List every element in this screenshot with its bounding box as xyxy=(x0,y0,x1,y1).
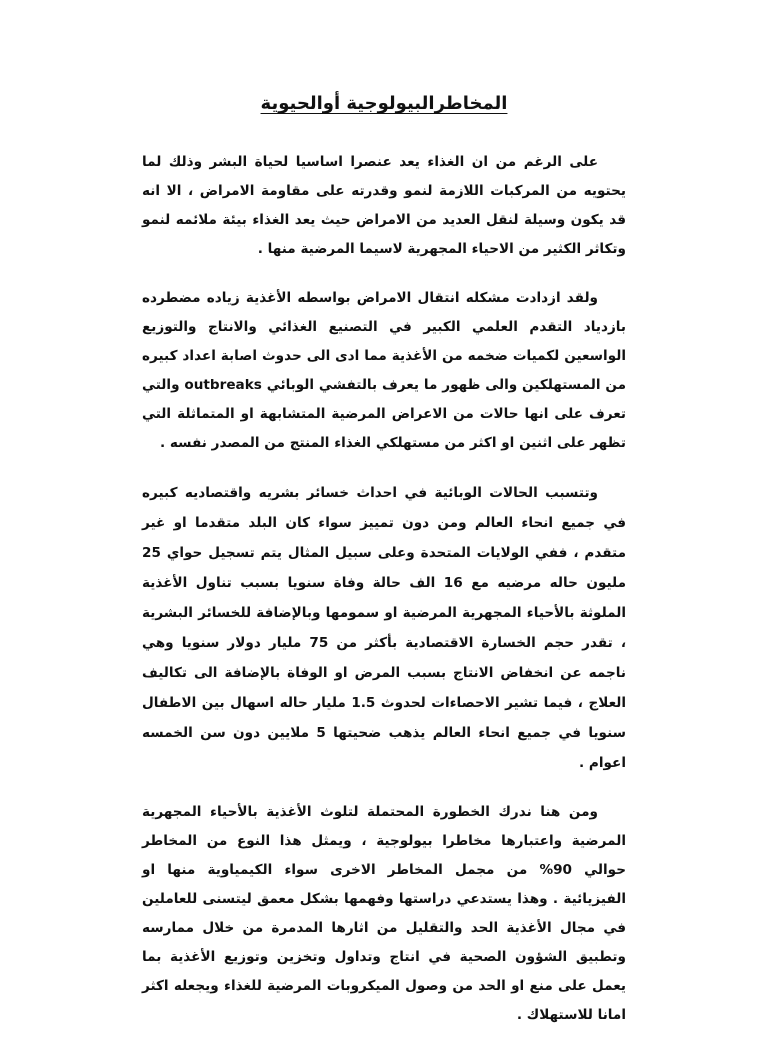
document-title: المخاطرالبيولوجية أوالحيوية xyxy=(260,93,508,114)
paragraph-2: ولقد ازدادت مشكله انتقال الامراض بواسطه الأغذية زياده مضطرده بازدياد التقدم العلمي الكبير في التصنيع الغذائي والانتاج والتوزيع الواسعين لكميات ضخمه من الأغذية مما ادى الى حدوث اصابة اعداد كبيره من المستهلكين والى ظهور ما يعرف بالتفشي الوبائي outbreaks والتي تعرف على انها حالات من الاعراض المرضية المتشابهة او المتماثلة التي تظهر على اثنين او اكثر من مستهلكي الغذاء المنتج من المصدر نفسه . xyxy=(142,290,627,451)
paragraph-4: ومن هنا ندرك الخطورة المحتملة لتلوث الأغذية بالأحياء المجهرية المرضية واعتبارها مخاطرا بيولوجية ، ويمثل هذا النوع من المخاطر حوالي 90% من مجمل المخاطر الاخرى سواء الكيمياوية منها او الفيزيائية . وهذا يستدعي دراستها وفهمها بشكل معمق ليتسنى للعاملين في مجال الأغذية الحد والتقليل من اثارها المدمرة من خلال ممارسه وتطبيق الشؤون الصحية في انتاج وتداول وتخزين وتوزيع الأغذية بما يعمل على منع او الحد من وصول الميكروبات المرضية للغذاء ويجعله اكثر امانا للاستهلاك . xyxy=(142,804,626,1023)
paragraph-3: وتتسبب الحالات الوبائية في احداث خسائر بشريه واقتصاديه كبيره في جميع انحاء العالم ومن دون تمييز سواء كان البلد متقدما او غير متقدم ، ففي الولايات المتحدة وعلى سبيل المثال يتم تسجيل حواي 25 مليون حاله مرضيه مع 16 الف حالة وفاة سنويا بسبب تناول الأغذية الملوثة بالأحياء المجهرية المرضية او سمومها وبالإضافة للخسائر البشرية ، تقدر حجم الخسارة الاقتصادية بأكثر من 75 مليار دولار سنويا وهي ناجمه عن انخفاض الانتاج بسبب المرض او الوفاة بالإضافة الى تكاليف العلاج ، فيما تشير الاحصاءات لحدوث 1.5 مليار حاله اسهال بين الاطفال سنويا في جميع انحاء العالم يذهب ضحيتها 5 ملايين دون سن الخمسه اعوام . xyxy=(142,485,627,771)
paragraph-1: على الرغم من ان الغذاء يعد عنصرا اساسيا لحياة البشر وذلك لما يحتويه من المركبات اللازمة لنمو وقدرته على مقاومة الامراض ، الا انه قد يكون وسيلة لنقل العديد من الامراض حيث يعد الغذاء بيئة ملائمه لنمو وتكاثر الكثير من الاحياء المجهرية لاسيما المرضية منها . xyxy=(142,154,626,257)
document-body xyxy=(142,148,626,1050)
